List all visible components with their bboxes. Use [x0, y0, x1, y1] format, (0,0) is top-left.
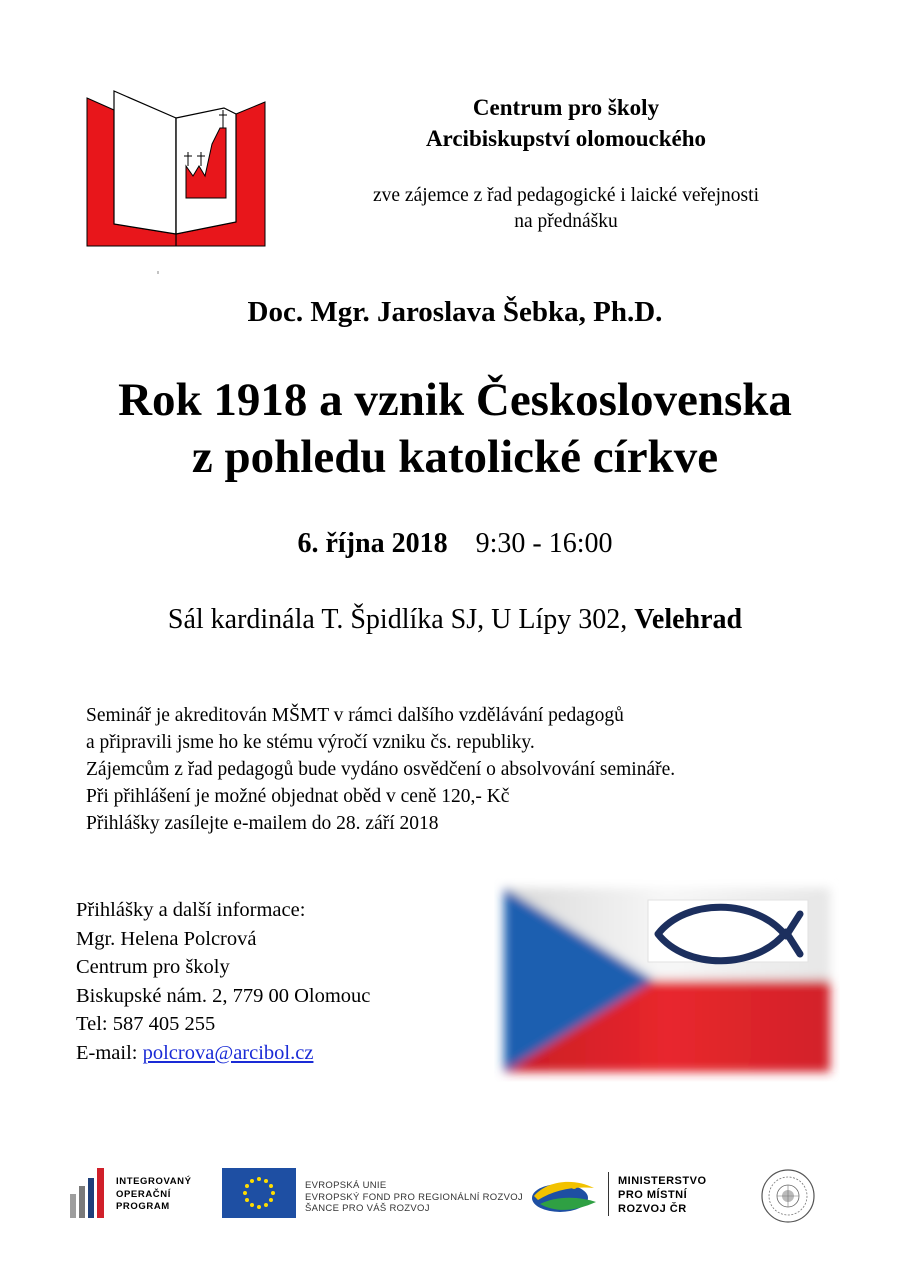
eu-line: ŠANCE PRO VÁŠ ROZVOJ [305, 1203, 430, 1214]
mmr-label [618, 1174, 707, 1216]
venue-town: Velehrad [634, 604, 743, 635]
divider [608, 1172, 609, 1216]
event-datetime [0, 528, 910, 560]
contact-name: Mgr. Helena Polcrová [76, 927, 257, 950]
eu-flag-icon [222, 1168, 296, 1218]
invite-line-1: zve zájemce z řad pedagogické i laické veřejnosti [372, 185, 759, 206]
org-line-2: Arcibiskupství olomouckého [425, 126, 707, 151]
czech-flag-fish-icon [494, 878, 840, 1082]
info-line: Přihlášky zasílejte e-mailem do 28. září 2018 [86, 813, 439, 834]
contact-info [76, 896, 496, 1067]
mmr-line: ROZVOJ ČR [618, 1203, 687, 1215]
speaker-name: Doc. Mgr. Jaroslava Šebka, Ph.D. [247, 296, 663, 328]
lecture-title [0, 372, 910, 486]
contact-email-row [76, 1039, 496, 1068]
contact-org: Centrum pro školy [76, 956, 230, 978]
mmr-line: PRO MÍSTNÍ [618, 1189, 688, 1201]
iop-line: OPERAČNÍ [116, 1188, 171, 1200]
title-line-1: Rok 1918 a vznik Československa [118, 374, 792, 426]
eu-line: EVROPSKÝ FOND PRO REGIONÁLNÍ ROZVOJ [305, 1191, 523, 1203]
contact-address: Biskupské nám. 2, 779 00 Olomouc [76, 984, 371, 1007]
info-line: Při přihlášení je možné objednat oběd v ceně 120,- Kč [86, 786, 510, 807]
org-line-1: Centrum pro školy [472, 95, 660, 120]
email-link[interactable]: polcrova@arcibol.cz [142, 1041, 314, 1064]
info-line: Zájemcům z řad pedagogů bude vydáno osvědčení o absolvování semináře. [86, 759, 676, 780]
venue-address: Sál kardinála T. Špidlíka SJ, U Lípy 302, [167, 604, 635, 635]
velehrad-seal-icon [760, 1168, 816, 1224]
info-line: a připravili jsme ho ke stému výročí vzniku čs. republiky. [86, 732, 535, 753]
eu-label [305, 1180, 523, 1215]
event-time: 9:30 - 16:00 [475, 528, 613, 559]
eu-line: EVROPSKÁ UNIE [305, 1180, 387, 1191]
iop-label [116, 1176, 192, 1214]
contact-heading: Přihlášky a další informace: [76, 899, 306, 921]
mmr-line: MINISTERSTVO [618, 1175, 707, 1187]
iop-icon [70, 1168, 110, 1218]
seminar-info [86, 702, 866, 837]
info-line: Seminář je akreditován MŠMT v rámci dalšího vzdělávání pedagogů [86, 705, 624, 726]
contact-phone: Tel: 587 405 255 [76, 1013, 216, 1035]
mmr-logo-icon [530, 1174, 604, 1218]
invitation-text [300, 183, 832, 235]
title-line-2: z pohledu katolické církve [191, 431, 719, 483]
invite-line-2: na přednášku [514, 211, 618, 232]
iop-line: INTEGROVANÝ [116, 1176, 192, 1187]
event-date: 6. října 2018 [297, 528, 448, 559]
book-church-icon [84, 88, 268, 274]
event-venue [0, 604, 910, 636]
organizer-name [380, 92, 752, 154]
iop-line: PROGRAM [116, 1201, 170, 1212]
email-label: E-mail: [76, 1041, 143, 1064]
